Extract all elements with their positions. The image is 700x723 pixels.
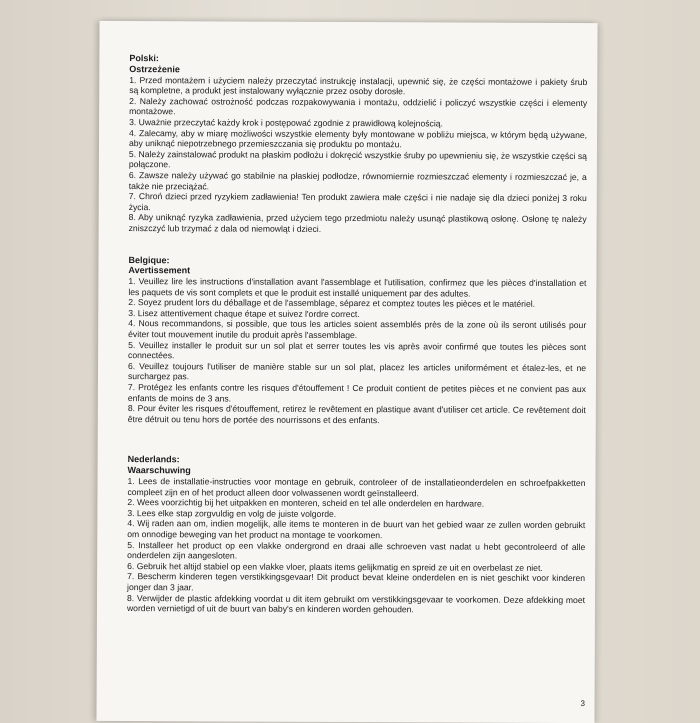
section-subtitle: Ostrzeżenie (129, 63, 180, 75)
section-subtitle: Avertissement (128, 265, 191, 276)
warning-item: 3. Lees elke stap zorgvuldig en volg de juiste volgorde. (127, 507, 337, 519)
warning-item: 5. Należy zainstalować produkt na płaskim podłożu i dokręcić wszystkie śruby po upewnieniu się, że wszystkie części są połączone. (128, 148, 587, 170)
warning-item: 2. Wees voorzichtig bij het uitpakken en monteren, scheid en tel alle onderdelen en hardware. (127, 497, 485, 509)
section-nederlands (127, 454, 586, 615)
warning-item: 8. Aby uniknąć ryzyka zadławienia, przed użyciem tego przedmiotu należy usunąć plastikową osłonę. Osłonę tę należy zniszczyć lub trzymać z dala od niemowląt i dzieci. (128, 212, 587, 234)
warning-item: 8. Pour éviter les risques d'étouffement, retirez le revêtement en plastique avant d'utiliser cet article. Ce revêtement doit être détruit ou tenu hors de portée des nourrissons et des enfants. (127, 403, 586, 425)
warning-item: 4. Wij raden aan om, indien mogelijk, alle items te monteren in de buurt van het gebied waar ze zullen worden gebruikt om onnodige beweging van het product na montage te voorkomen. (127, 518, 586, 541)
warning-item: 7. Protégez les enfants contre les risques d'étouffement ! Ce produit contient de petites pièces et ne convient pas aux enfants de moins de 3 ans. (127, 382, 586, 404)
warning-item: 8. Verwijder de plastic afdekking voordat u dit item gebruikt om verstikkingsgevaar te voorkomen. Deze afdekking moet worden vernietigd of uit de buurt van baby's en kinderen worden gehouden. (126, 592, 586, 615)
warning-item: 1. Lees de installatie-instructies voor montage en gebruik, controleer of de installatieonderdelen en schroefpakketten compleet zijn en of het product alleen door volwassenen wordt geïnstalleerd. (127, 476, 586, 498)
warning-item: 6. Zawsze należy używać go stabilnie na płaskiej podłodze, równomiernie rozmieszczać elementy i rozmieszczać je, a także nie przeciążać. (128, 169, 587, 191)
warning-item: 7. Chroń dzieci przed ryzykiem zadławienia! Ten produkt zawiera małe części i nie nadaje się dla dzieci poniżej 3 roku życia. (128, 191, 587, 212)
section-belgique (128, 255, 587, 427)
section-polski (129, 53, 588, 235)
warning-item: 6. Gebruik het altijd stabiel op een vlakke vloer, plaats items gelijkmatig en spreid ze uit en overbelast ze niet. (127, 560, 543, 573)
section-title: Polski: (129, 53, 159, 64)
warning-item: 3. Lisez attentivement chaque étape et suivez l'ordre correct. (128, 307, 360, 319)
warning-item: 4. Nous recommandons, si possible, que tous les articles soient assemblés près de la zone où ils seront utilisés pour éviter tout mouvement inutile du produit après l'assemblage. (128, 318, 587, 341)
warning-item: 5. Installeer het product op een vlakke ondergrond en draai alle schroeven vast nadat u hebt gecontroleerd of alle onderdelen zijn aangesloten. (127, 539, 586, 561)
section-title: Belgique: (128, 254, 170, 265)
warning-item: 4. Zalecamy, aby w miarę możliwości wszystkie elementy były montowane w pobliżu miejsca, w którym będą używane, aby uniknąć niepotrzebnego przemieszczania się produktu po montażu. (128, 127, 588, 150)
warning-item: 1. Przed montażem i użyciem należy przeczytać instrukcję instalacji, upewnić się, że części montażowe i pakiety śrub są kompletne, a produkt jest instalowany wyłącznie przez osoby dorosłe. (129, 74, 588, 97)
section-title: Nederlands: (127, 454, 180, 465)
section-subtitle: Waarschuwing (127, 465, 191, 476)
warning-item: 2. Soyez prudent lors du déballage et de l'assemblage, séparez et comptez toutes les pièces et le matériel. (128, 297, 536, 310)
warning-item: 7. Bescherm kinderen tegen verstikkingsgevaar! Dit product bevat kleine onderdelen en is niet geschikt voor kinderen jonger dan 3 jaar. (127, 571, 586, 593)
warning-item: 6. Veuillez toujours l'utiliser de manière stable sur un sol plat, placez les articles uniformément et étalez-les, et ne surchargez pas. (127, 360, 587, 382)
warning-item: 1. Veuillez lire les instructions d'installation avant l'assemblage et l'utilisation, confirmez que les pièces d'installation et les paquets de vis sont complets et que le produit est installé uniquement par des adultes. (128, 276, 587, 299)
page-content (127, 53, 587, 616)
document-page (96, 21, 597, 723)
warning-item: 5. Veuillez installer le produit sur un sol plat et serrer toutes les vis après avoir confirmé que toutes les pièces sont connectées. (128, 339, 587, 361)
page-number: 3 (580, 699, 586, 709)
warning-item: 2. Należy zachować ostrożność podczas rozpakowywania i montażu, oddzielić i policzyć wszystkie części i elementy montażowe. (129, 95, 588, 117)
warning-item: 3. Uważnie przeczytać każdy krok i postępować zgodnie z prawidłową kolejnością. (129, 117, 443, 129)
